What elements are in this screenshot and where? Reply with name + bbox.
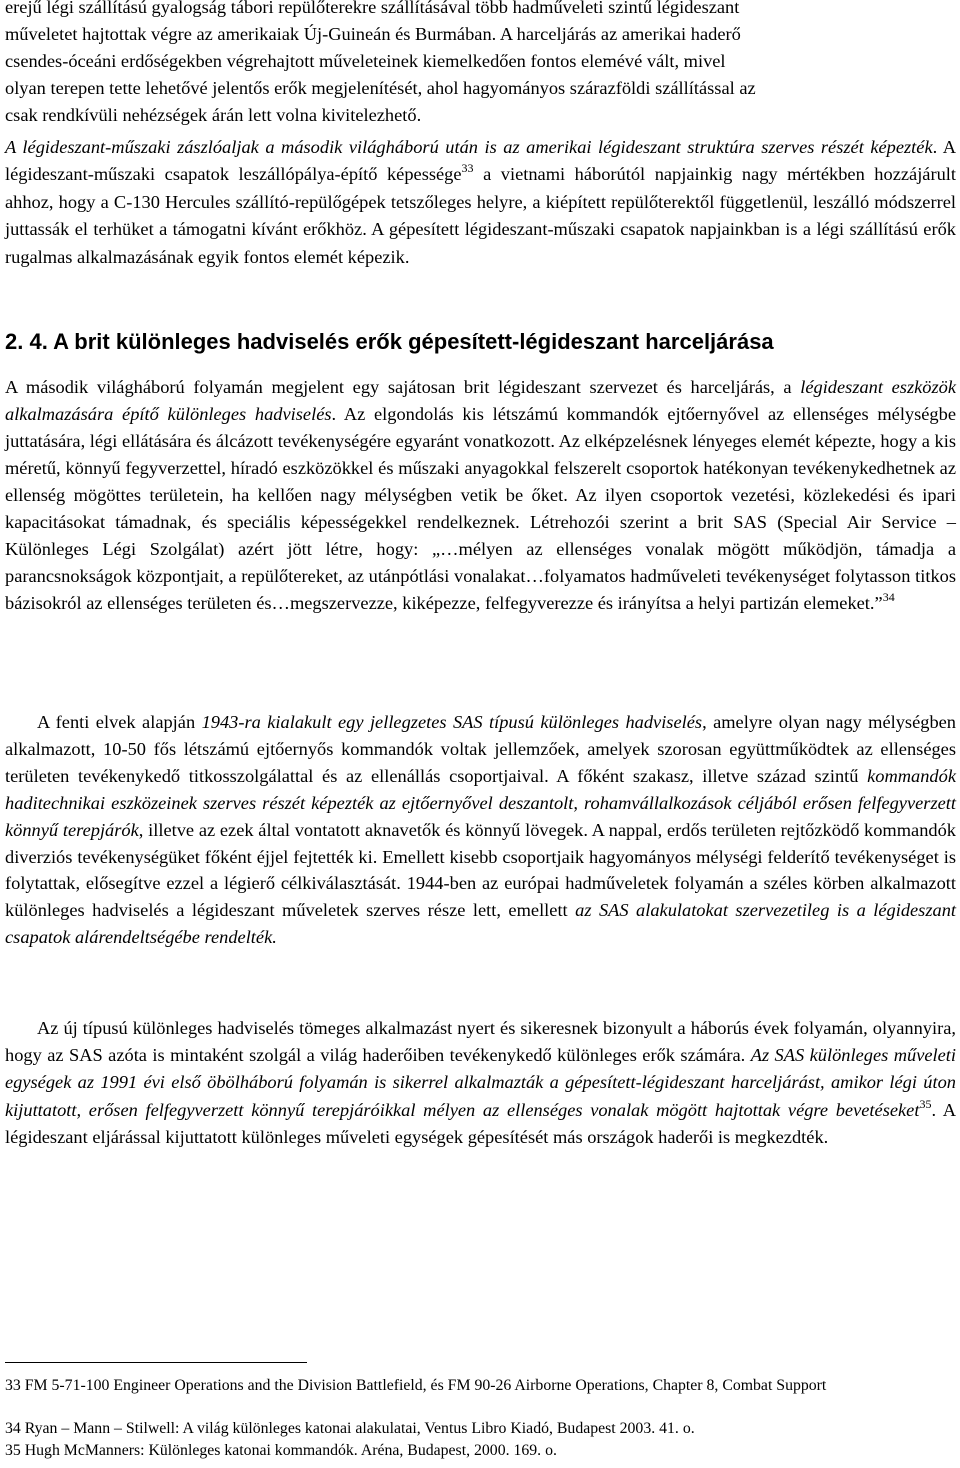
italic-span: A légideszant-műszaki zászlóaljak a második világháború után is az amerikai légideszant struktúra szerves részét képezték [5, 137, 933, 157]
text-span: A fenti elvek alapján [37, 712, 202, 732]
italic-span: az SAS alakulatokat szervezetileg is a légideszant csapatok alárendeltségébe rendelték. [5, 900, 956, 948]
paragraph-1-line: csendes-óceáni erdőségekben végrehajtott műveleteinek kiemelkedően fontos elemévé vált, mivel [5, 51, 726, 71]
text-span: . A légideszant-műszaki csapatok leszállópálya-építő képessége [5, 137, 956, 185]
footnote-34: 34 Ryan – Mann – Stilwell: A világ különleges katonai alakulatai, Ventus Libro Kiadó, Budapest 2003. 41. o. [5, 1420, 695, 1437]
text-span: . A légideszant eljárással kijuttatott különleges műveleti egységek gépesítését más országok haderői is megkezdték. [5, 1099, 956, 1147]
paragraph-1 [5, 0, 956, 129]
paragraph-1-line: olyan terepen tette lehetővé jelentős erők megjelenítését, ahol hagyományos szárazföldi szállítással az [5, 78, 756, 98]
footnote-divider [5, 1362, 307, 1363]
text-span: Az új típusú különleges hadviselés tömeges alkalmazást nyert és sikeresnek bizonyult a háborús évek folyamán, olyannyira, hogy az SAS azóta is mintaként szolgál a világ haderőiben tevékenykedő különleges erők számára. [5, 1018, 956, 1066]
paragraph-3 [5, 374, 956, 617]
paragraph-1-line: csak rendkívüli nehézségek árán lett volna kivitelezhető. [5, 105, 422, 125]
text-span: a vietnami háborútól napjainkig nagy mértékben hozzájárult ahhoz, hogy a C-130 Hercules szállító-repülőgépek tetszőleges helyre, a kiépített repülőterektől függetlenül, leszálló módszerrel juttassák el terhüket a támogatni kívánt erőkhöz. A gépesített légideszant-műszaki csapatok napjainkban is a légi szállítású erők rugalmas alkalmazásának egyik fontos elemét képezik. [5, 164, 957, 267]
italic-span: légideszant eszközök alkalmazására építő különleges hadviselés [5, 377, 956, 424]
text-span: , illetve az ezek által vontatott aknavetők és könnyű lövegek. A nappal, erdős területen rejtőzködő kommandók diverziós tevékenységüket főként éjjel fejtették ki. Emellett kisebb csoportjaik hagyományos mélységi felderítő tevékenységet is folytattak, elősegítve ezzel a légierő célkiválasztását. 1944-ben az európai hadműveletek folyamán a széles körben alkalmazott különleges hadviselés a légideszant műveletek szerves része lett, emellett [5, 819, 956, 921]
section-heading: 2. 4. A brit különleges hadviselés erők gépesített-légideszant harceljárása [5, 329, 774, 354]
text-span: . Az elgondolás kis létszámú kommandók ejtőernyővel az ellenséges mélységbe juttatására, légi ellátására és álcázott tevékenységére egyaránt vonatkozott. Az elképzelésnek lényeges elemét képezte, hogy a kis méretű, könnyű fegyverzettel, híradó eszközökkel és műszaki anyagokkal felszerelt csoportok hatékonyan tevékenykedhetnek az ellenség mögöttes területein, ha kellően nagy mélységben vetik be őket. Az ilyen csoportok vezetési, közlekedési és ipari kapacitásokat támadnak, és speciális képességekkel rendelkeznek. Létrehozói szerint a brit SAS (Special Air Service – Különleges Légi Szolgálat) azért jött létre, hogy: „…mélyen az ellenséges vonalak mögött működjön, támadja a parancsnokságok központjait, a repülőtereket, az utánpótlási vonalakat…folyamatos hadműveleti tevékenységet folytasson titkos bázisokról az ellenséges területen és…megszervezze, kiképezze, felfegyverezze és irányítsa a helyi partizán elemeket.” [5, 404, 956, 613]
text-span: , amelyre olyan nagy mélységben alkalmazott, 10-50 fős létszámú ejtőernyős kommandók voltak jellemzőek, amelyek szorosan együttműködtek az ellenséges területen tevékenykedő titkosszolgálattal és az ellenállás csoportjaival. A főként szakasz, illetve század szintű [5, 712, 956, 786]
text-span: A második világháború folyamán megjelent egy sajátosan brit légideszant szervezet és harceljárás, a [5, 377, 801, 397]
paragraph-1-line: műveletet hajtottak végre az amerikaiak Új-Guineán és Burmában. A harceljárás az amerikai haderő [5, 24, 741, 44]
footnote-35: 35 Hugh McManners: Különleges katonai kommandók. Aréna, Budapest, 2000. 169. o. [5, 1442, 557, 1459]
paragraph-1-line: erejű légi szállítású gyalogság tábori repülőterekre szállításával több hadműveleti szintű légideszant [5, 0, 740, 17]
italic-span: Az SAS különleges műveleti egységek az 1991 évi első öbölháború folyamán is sikerrel alkalmazták a gépesített-légideszant harceljárást, amikor légi úton kijuttatott, erősen felfegyverzett könnyű terepjáróikkal mélyen az ellenséges vonalak mögött hajtottak végre bevetéseket [5, 1045, 957, 1120]
footnote-ref-35[interactable]: 35 [919, 1096, 932, 1111]
footnote-33: 33 FM 5-71-100 Engineer Operations and the Division Battlefield, és FM 90-26 Airborne Operations, Chapter 8, Combat Support [5, 1377, 827, 1394]
paragraph-4 [5, 709, 956, 951]
footnote-ref-33[interactable]: 33 [461, 161, 474, 176]
paragraph-2 [5, 134, 956, 271]
footnote-ref-34[interactable]: 34 [882, 590, 895, 604]
paragraph-5 [5, 1015, 956, 1151]
italic-span: 1943-ra kialakult egy jellegzetes SAS típusú különleges hadviselés [201, 712, 703, 732]
document-page [5, 0, 956, 1468]
italic-span: kommandók haditechnikai eszközeinek szerves részét képezték az ejtőernyővel deszantolt, rohamvállalkozások céljából erősen felfegyverzett könnyű terepjárók [5, 765, 956, 840]
